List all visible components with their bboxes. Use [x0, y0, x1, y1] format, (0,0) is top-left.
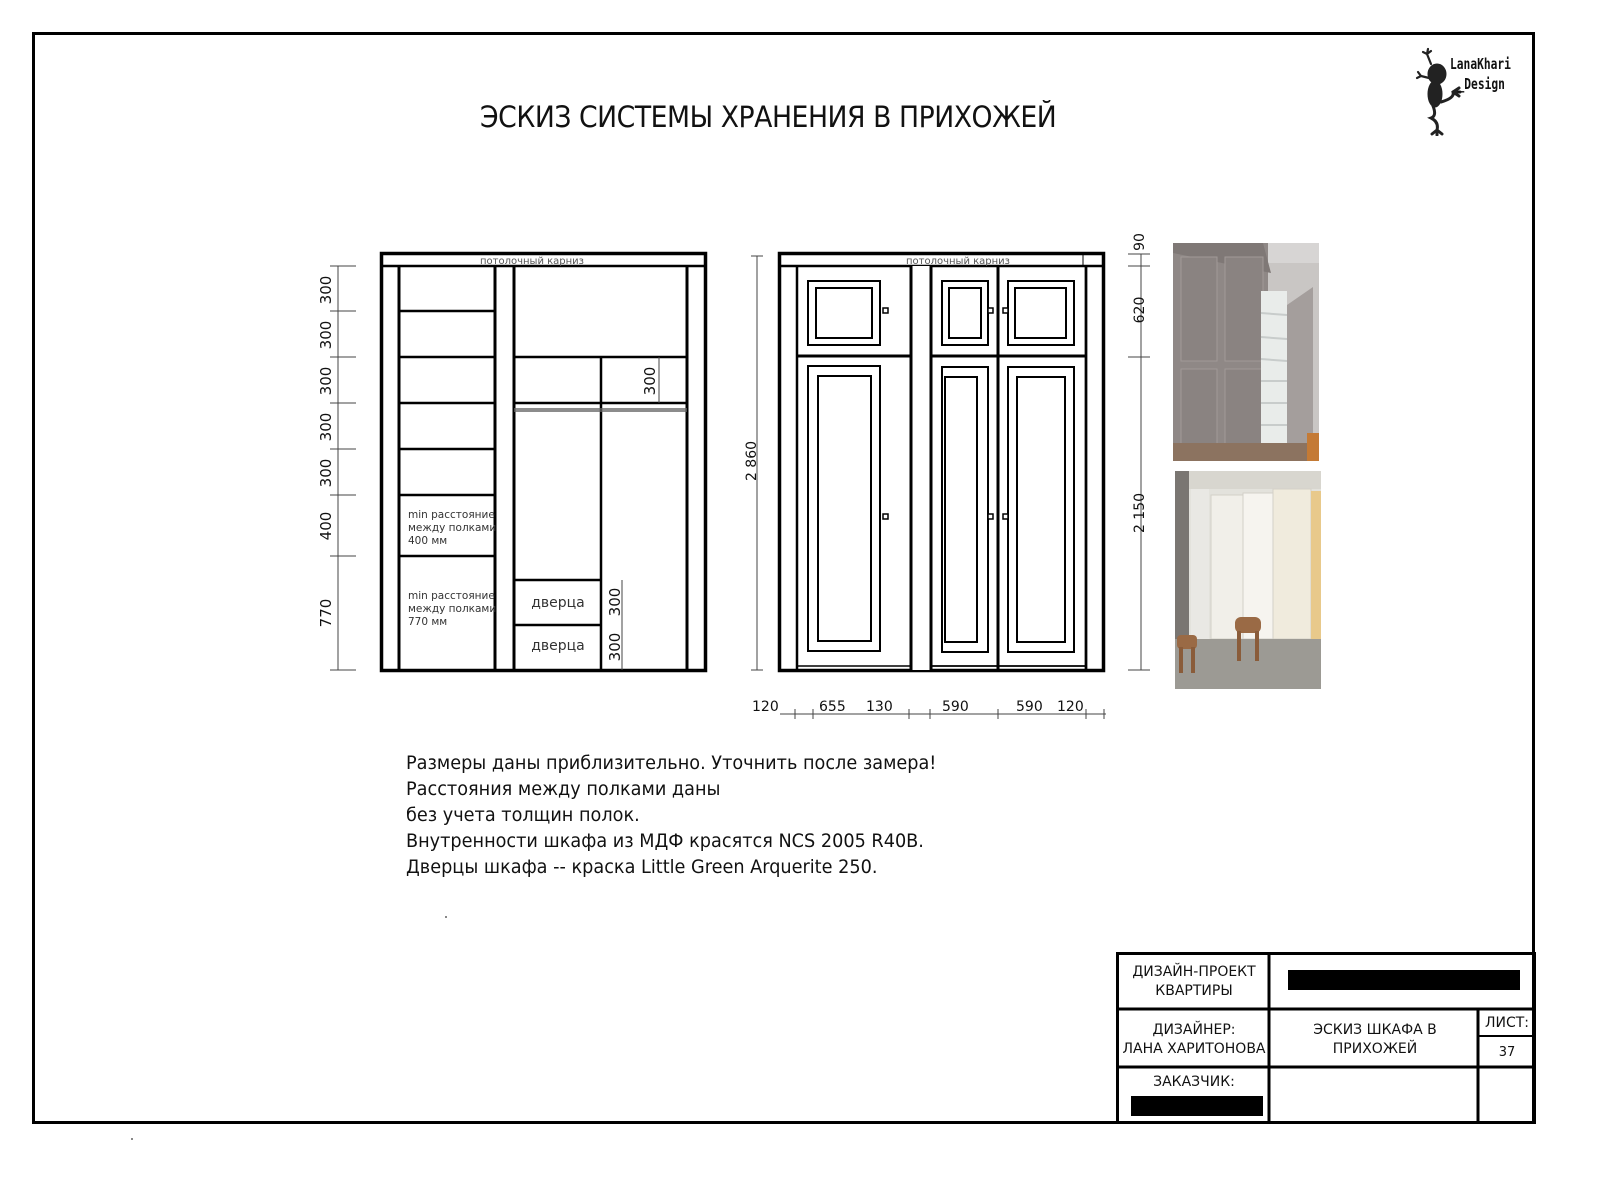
dim-label: 655: [819, 699, 846, 715]
drawer-label: дверца: [531, 595, 585, 611]
dim-label: 300: [317, 412, 335, 442]
sheet-number: 37: [1498, 1044, 1516, 1060]
dim-label: 620: [1132, 296, 1148, 324]
dim-label: 2 860: [744, 440, 760, 482]
speck: [131, 1138, 133, 1140]
dim-label: 300: [317, 366, 335, 396]
sheet-name: ЭСКИЗ ШКАФА В ПРИХОЖЕЙ: [1313, 1021, 1437, 1057]
dim-label: 590: [942, 699, 969, 715]
dim-label: 770: [317, 598, 335, 628]
dim-label: 90: [1132, 233, 1148, 251]
dim-label: 120: [752, 699, 779, 715]
cornice-label-left: потолочный карниз: [480, 256, 584, 267]
redacted-project-name: [1288, 970, 1520, 990]
dim-label: 130: [866, 699, 893, 715]
reference-photo-white-wardrobe: [1175, 471, 1321, 689]
drawer-label: дверца: [531, 638, 585, 654]
sheet-label: ЛИСТ:: [1484, 1015, 1530, 1031]
dim-label: 300: [606, 632, 624, 662]
dim-label: 300: [606, 587, 624, 617]
note-line: Расстояния между полками даны: [406, 778, 721, 800]
note-line: без учета толщин полок.: [406, 804, 640, 826]
cornice-label-right: потолочный карниз: [906, 256, 1010, 267]
shelf-note-770: min расстояние между полками 770 мм: [408, 590, 497, 628]
dim-label: 120: [1057, 699, 1084, 715]
dim-label: 300: [317, 458, 335, 488]
client-label: ЗАКАЗЧИК:: [1153, 1073, 1235, 1090]
reference-photo-grey-wardrobe: [1173, 243, 1319, 461]
dim-label: 590: [1016, 699, 1043, 715]
dim-label: 400: [317, 511, 335, 541]
page-title: ЭСКИЗ СИСТЕМЫ ХРАНЕНИЯ В ПРИХОЖЕЙ: [480, 100, 1057, 134]
redacted-client-name: [1131, 1096, 1263, 1116]
dim-label: 300: [317, 275, 335, 305]
notes-block: [406, 750, 936, 880]
logo-text: LanaKhari _Design: [1450, 55, 1511, 93]
project-label: ДИЗАЙН-ПРОЕКТ КВАРТИРЫ: [1132, 964, 1256, 999]
title-block: [1116, 952, 1536, 1124]
designer-cell: ДИЗАЙНЕР: ЛАНА ХАРИТОНОВА: [1122, 1021, 1266, 1057]
note-line: Дверцы шкафа -- краска Little Green Arquerite 250.: [406, 856, 878, 878]
shelf-note-400: min расстояние между полками 400 мм: [408, 509, 497, 547]
note-line: Размеры даны приблизительно. Уточнить после замера!: [406, 752, 937, 774]
speck: [445, 916, 447, 918]
dim-label: 300: [641, 366, 659, 396]
note-line: Внутренности шкафа из МДФ красятся NCS 2005 R40B.: [406, 830, 924, 852]
dim-label: 300: [317, 320, 335, 350]
dim-label: 2 150: [1132, 492, 1148, 534]
